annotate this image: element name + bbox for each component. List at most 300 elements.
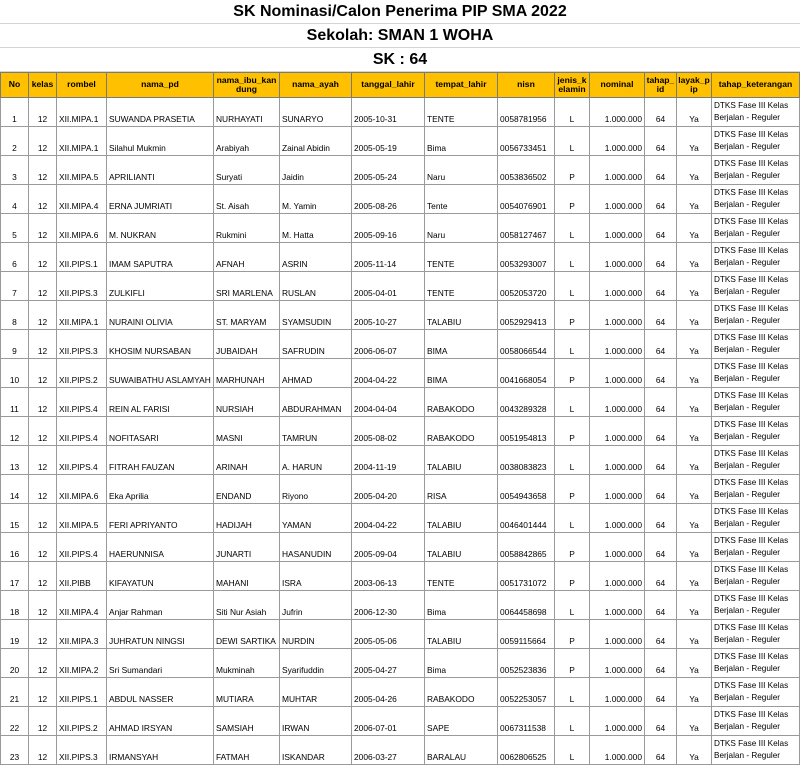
cell-nominal[interactable]: 1.000.000 — [590, 272, 645, 301]
column-header-nama-pd[interactable]: nama_pd — [107, 73, 214, 98]
cell-kelas[interactable]: 12 — [29, 243, 57, 272]
cell-jenis-kelamin[interactable]: P — [555, 533, 590, 562]
cell-tahap-id[interactable]: 64 — [645, 156, 677, 185]
cell-tahap-keterangan[interactable]: DTKS Fase III Kelas Berjalan - Reguler — [712, 185, 800, 214]
cell-nama-pd[interactable]: ERNA JUMRIATI — [107, 185, 214, 214]
cell-nisn[interactable]: 0067311538 — [498, 707, 555, 736]
cell-rombel[interactable]: XII.MIPA.1 — [57, 98, 107, 127]
cell-nama-ibu-kandung[interactable]: MARHUNAH — [214, 359, 280, 388]
cell-kelas[interactable]: 12 — [29, 388, 57, 417]
cell-layak-pip[interactable]: Ya — [677, 98, 712, 127]
cell-nisn[interactable]: 0053293007 — [498, 243, 555, 272]
cell-tanggal-lahir[interactable]: 2005-08-02 — [352, 417, 425, 446]
cell-nama-ibu-kandung[interactable]: NURSIAH — [214, 388, 280, 417]
cell-nama-ayah[interactable]: MUHTAR — [280, 678, 352, 707]
cell-no[interactable]: 7 — [1, 272, 29, 301]
cell-nisn[interactable]: 0054076901 — [498, 185, 555, 214]
cell-nama-ibu-kandung[interactable]: ENDAND — [214, 475, 280, 504]
cell-nama-ibu-kandung[interactable]: St. Aisah — [214, 185, 280, 214]
cell-nominal[interactable]: 1.000.000 — [590, 330, 645, 359]
cell-nama-ibu-kandung[interactable]: Rukmini — [214, 214, 280, 243]
cell-tempat-lahir[interactable]: RABAKODO — [425, 388, 498, 417]
cell-tahap-keterangan[interactable]: DTKS Fase III Kelas Berjalan - Reguler — [712, 330, 800, 359]
column-header-nominal[interactable]: nominal — [590, 73, 645, 98]
cell-nominal[interactable]: 1.000.000 — [590, 388, 645, 417]
cell-nama-ayah[interactable]: Jaidin — [280, 156, 352, 185]
cell-nama-ayah[interactable]: Riyono — [280, 475, 352, 504]
cell-tahap-id[interactable]: 64 — [645, 533, 677, 562]
cell-tanggal-lahir[interactable]: 2004-04-04 — [352, 388, 425, 417]
cell-tahap-keterangan[interactable]: DTKS Fase III Kelas Berjalan - Reguler — [712, 591, 800, 620]
cell-tempat-lahir[interactable]: TENTE — [425, 98, 498, 127]
cell-jenis-kelamin[interactable]: L — [555, 504, 590, 533]
cell-nama-pd[interactable]: REIN AL FARISI — [107, 388, 214, 417]
cell-tahap-keterangan[interactable]: DTKS Fase III Kelas Berjalan - Reguler — [712, 678, 800, 707]
cell-tanggal-lahir[interactable]: 2005-04-20 — [352, 475, 425, 504]
cell-nama-ibu-kandung[interactable]: AFNAH — [214, 243, 280, 272]
cell-jenis-kelamin[interactable]: L — [555, 736, 590, 765]
cell-nama-pd[interactable]: IRMANSYAH — [107, 736, 214, 765]
cell-rombel[interactable]: XII.PIPS.1 — [57, 678, 107, 707]
cell-rombel[interactable]: XII.PIPS.3 — [57, 330, 107, 359]
cell-nominal[interactable]: 1.000.000 — [590, 301, 645, 330]
cell-jenis-kelamin[interactable]: P — [555, 417, 590, 446]
column-header-jenis-kelamin[interactable]: jenis_kelamin — [555, 73, 590, 98]
cell-nama-ibu-kandung[interactable]: ARINAH — [214, 446, 280, 475]
cell-tempat-lahir[interactable]: TALABIU — [425, 446, 498, 475]
cell-tanggal-lahir[interactable]: 2004-04-22 — [352, 359, 425, 388]
cell-tahap-id[interactable]: 64 — [645, 272, 677, 301]
cell-layak-pip[interactable]: Ya — [677, 620, 712, 649]
cell-nisn[interactable]: 0054943658 — [498, 475, 555, 504]
cell-nama-ayah[interactable]: ISRA — [280, 562, 352, 591]
cell-layak-pip[interactable]: Ya — [677, 591, 712, 620]
cell-nama-ibu-kandung[interactable]: HADIJAH — [214, 504, 280, 533]
cell-rombel[interactable]: XII.PIPS.4 — [57, 388, 107, 417]
cell-tanggal-lahir[interactable]: 2003-06-13 — [352, 562, 425, 591]
column-header-nama-ayah[interactable]: nama_ayah — [280, 73, 352, 98]
cell-layak-pip[interactable]: Ya — [677, 649, 712, 678]
cell-tahap-keterangan[interactable]: DTKS Fase III Kelas Berjalan - Reguler — [712, 562, 800, 591]
cell-nominal[interactable]: 1.000.000 — [590, 678, 645, 707]
cell-nama-pd[interactable]: FITRAH FAUZAN — [107, 446, 214, 475]
cell-tempat-lahir[interactable]: BIMA — [425, 330, 498, 359]
cell-nama-pd[interactable]: IMAM SAPUTRA — [107, 243, 214, 272]
cell-tahap-id[interactable]: 64 — [645, 446, 677, 475]
cell-kelas[interactable]: 12 — [29, 330, 57, 359]
column-header-layak-pip[interactable]: layak_pip — [677, 73, 712, 98]
cell-tanggal-lahir[interactable]: 2005-10-27 — [352, 301, 425, 330]
cell-rombel[interactable]: XII.PIPS.4 — [57, 417, 107, 446]
cell-nisn[interactable]: 0052053720 — [498, 272, 555, 301]
cell-layak-pip[interactable]: Ya — [677, 301, 712, 330]
cell-tanggal-lahir[interactable]: 2006-03-27 — [352, 736, 425, 765]
cell-tahap-id[interactable]: 64 — [645, 562, 677, 591]
cell-nama-ibu-kandung[interactable]: ST. MARYAM — [214, 301, 280, 330]
cell-nama-pd[interactable]: FERI APRIYANTO — [107, 504, 214, 533]
cell-kelas[interactable]: 12 — [29, 214, 57, 243]
cell-layak-pip[interactable]: Ya — [677, 156, 712, 185]
cell-rombel[interactable]: XII.MIPA.6 — [57, 475, 107, 504]
cell-nama-ibu-kandung[interactable]: SRI MARLENA — [214, 272, 280, 301]
cell-no[interactable]: 19 — [1, 620, 29, 649]
cell-nama-ayah[interactable]: SYAMSUDIN — [280, 301, 352, 330]
cell-tempat-lahir[interactable]: TENTE — [425, 562, 498, 591]
cell-jenis-kelamin[interactable]: P — [555, 475, 590, 504]
cell-no[interactable]: 1 — [1, 98, 29, 127]
cell-tahap-keterangan[interactable]: DTKS Fase III Kelas Berjalan - Reguler — [712, 736, 800, 765]
cell-no[interactable]: 10 — [1, 359, 29, 388]
cell-no[interactable]: 23 — [1, 736, 29, 765]
cell-jenis-kelamin[interactable]: L — [555, 707, 590, 736]
cell-no[interactable]: 3 — [1, 156, 29, 185]
cell-nama-ayah[interactable]: ISKANDAR — [280, 736, 352, 765]
cell-nama-ibu-kandung[interactable]: MASNI — [214, 417, 280, 446]
cell-nama-ayah[interactable]: Jufrin — [280, 591, 352, 620]
cell-tempat-lahir[interactable]: RABAKODO — [425, 678, 498, 707]
cell-layak-pip[interactable]: Ya — [677, 330, 712, 359]
cell-jenis-kelamin[interactable]: P — [555, 156, 590, 185]
cell-layak-pip[interactable]: Ya — [677, 417, 712, 446]
cell-nisn[interactable]: 0058842865 — [498, 533, 555, 562]
cell-nama-ibu-kandung[interactable]: MUTIARA — [214, 678, 280, 707]
cell-kelas[interactable]: 12 — [29, 475, 57, 504]
cell-nominal[interactable]: 1.000.000 — [590, 243, 645, 272]
cell-nama-ayah[interactable]: A. HARUN — [280, 446, 352, 475]
cell-nisn[interactable]: 0058127467 — [498, 214, 555, 243]
cell-kelas[interactable]: 12 — [29, 417, 57, 446]
cell-nama-ayah[interactable]: IRWAN — [280, 707, 352, 736]
cell-nama-ayah[interactable]: M. Yamin — [280, 185, 352, 214]
cell-nominal[interactable]: 1.000.000 — [590, 156, 645, 185]
cell-tahap-keterangan[interactable]: DTKS Fase III Kelas Berjalan - Reguler — [712, 504, 800, 533]
cell-jenis-kelamin[interactable]: P — [555, 301, 590, 330]
cell-tanggal-lahir[interactable]: 2005-11-14 — [352, 243, 425, 272]
cell-tahap-keterangan[interactable]: DTKS Fase III Kelas Berjalan - Reguler — [712, 620, 800, 649]
cell-rombel[interactable]: XII.PIPS.3 — [57, 736, 107, 765]
cell-nama-ayah[interactable]: HASANUDIN — [280, 533, 352, 562]
cell-tahap-keterangan[interactable]: DTKS Fase III Kelas Berjalan - Reguler — [712, 214, 800, 243]
cell-nama-pd[interactable]: SUWANDA PRASETIA — [107, 98, 214, 127]
cell-tahap-keterangan[interactable]: DTKS Fase III Kelas Berjalan - Reguler — [712, 98, 800, 127]
cell-rombel[interactable]: XII.MIPA.5 — [57, 504, 107, 533]
column-header-rombel[interactable]: rombel — [57, 73, 107, 98]
cell-tanggal-lahir[interactable]: 2005-05-19 — [352, 127, 425, 156]
cell-tanggal-lahir[interactable]: 2004-04-22 — [352, 504, 425, 533]
cell-nisn[interactable]: 0052253057 — [498, 678, 555, 707]
cell-kelas[interactable]: 12 — [29, 620, 57, 649]
cell-tahap-keterangan[interactable]: DTKS Fase III Kelas Berjalan - Reguler — [712, 243, 800, 272]
cell-no[interactable]: 9 — [1, 330, 29, 359]
cell-nama-pd[interactable]: Anjar Rahman — [107, 591, 214, 620]
cell-nominal[interactable]: 1.000.000 — [590, 98, 645, 127]
cell-kelas[interactable]: 12 — [29, 156, 57, 185]
cell-nama-ayah[interactable]: ABDURAHMAN — [280, 388, 352, 417]
cell-nisn[interactable]: 0052929413 — [498, 301, 555, 330]
cell-jenis-kelamin[interactable]: P — [555, 359, 590, 388]
cell-nama-ayah[interactable]: SUNARYO — [280, 98, 352, 127]
column-header-nisn[interactable]: nisn — [498, 73, 555, 98]
cell-nisn[interactable]: 0058066544 — [498, 330, 555, 359]
cell-tahap-id[interactable]: 64 — [645, 620, 677, 649]
cell-nama-pd[interactable]: AHMAD IRSYAN — [107, 707, 214, 736]
cell-tahap-keterangan[interactable]: DTKS Fase III Kelas Berjalan - Reguler — [712, 388, 800, 417]
cell-nama-ibu-kandung[interactable]: JUBAIDAH — [214, 330, 280, 359]
cell-tempat-lahir[interactable]: SAPE — [425, 707, 498, 736]
cell-tanggal-lahir[interactable]: 2006-07-01 — [352, 707, 425, 736]
cell-no[interactable]: 8 — [1, 301, 29, 330]
cell-kelas[interactable]: 12 — [29, 272, 57, 301]
cell-nama-pd[interactable]: NURAINI OLIVIA — [107, 301, 214, 330]
cell-nisn[interactable]: 0056733451 — [498, 127, 555, 156]
cell-nama-pd[interactable]: JUHRATUN NINGSI — [107, 620, 214, 649]
cell-nisn[interactable]: 0043289328 — [498, 388, 555, 417]
column-header-tahap-keterangan[interactable]: tahap_keterangan — [712, 73, 800, 98]
cell-nama-ayah[interactable]: M. Hatta — [280, 214, 352, 243]
cell-layak-pip[interactable]: Ya — [677, 214, 712, 243]
cell-rombel[interactable]: XII.MIPA.2 — [57, 649, 107, 678]
cell-kelas[interactable]: 12 — [29, 127, 57, 156]
cell-nominal[interactable]: 1.000.000 — [590, 214, 645, 243]
cell-nama-ibu-kandung[interactable]: FATMAH — [214, 736, 280, 765]
cell-nisn[interactable]: 0038083823 — [498, 446, 555, 475]
cell-nominal[interactable]: 1.000.000 — [590, 127, 645, 156]
cell-tahap-keterangan[interactable]: DTKS Fase III Kelas Berjalan - Reguler — [712, 301, 800, 330]
cell-kelas[interactable]: 12 — [29, 736, 57, 765]
cell-tahap-id[interactable]: 64 — [645, 388, 677, 417]
cell-rombel[interactable]: XII.PIPS.1 — [57, 243, 107, 272]
cell-tahap-id[interactable]: 64 — [645, 98, 677, 127]
cell-tanggal-lahir[interactable]: 2005-09-04 — [352, 533, 425, 562]
cell-tahap-keterangan[interactable]: DTKS Fase III Kelas Berjalan - Reguler — [712, 533, 800, 562]
cell-kelas[interactable]: 12 — [29, 504, 57, 533]
cell-tempat-lahir[interactable]: Bima — [425, 591, 498, 620]
cell-tahap-keterangan[interactable]: DTKS Fase III Kelas Berjalan - Reguler — [712, 417, 800, 446]
cell-jenis-kelamin[interactable]: L — [555, 591, 590, 620]
cell-nama-pd[interactable]: Sri Sumandari — [107, 649, 214, 678]
cell-layak-pip[interactable]: Ya — [677, 678, 712, 707]
cell-nisn[interactable]: 0052523836 — [498, 649, 555, 678]
cell-no[interactable]: 18 — [1, 591, 29, 620]
cell-tempat-lahir[interactable]: BIMA — [425, 359, 498, 388]
cell-rombel[interactable]: XII.MIPA.4 — [57, 591, 107, 620]
cell-tahap-id[interactable]: 64 — [645, 359, 677, 388]
cell-nominal[interactable]: 1.000.000 — [590, 707, 645, 736]
cell-tanggal-lahir[interactable]: 2006-12-30 — [352, 591, 425, 620]
cell-tempat-lahir[interactable]: RISA — [425, 475, 498, 504]
cell-layak-pip[interactable]: Ya — [677, 243, 712, 272]
cell-no[interactable]: 22 — [1, 707, 29, 736]
cell-no[interactable]: 17 — [1, 562, 29, 591]
column-header-tahap-id[interactable]: tahap_id — [645, 73, 677, 98]
cell-nisn[interactable]: 0051731072 — [498, 562, 555, 591]
cell-tahap-id[interactable]: 64 — [645, 475, 677, 504]
cell-nominal[interactable]: 1.000.000 — [590, 562, 645, 591]
cell-tempat-lahir[interactable]: Bima — [425, 127, 498, 156]
cell-tanggal-lahir[interactable]: 2005-10-31 — [352, 98, 425, 127]
cell-jenis-kelamin[interactable]: L — [555, 388, 590, 417]
cell-nama-ibu-kandung[interactable]: SAMSIAH — [214, 707, 280, 736]
cell-kelas[interactable]: 12 — [29, 533, 57, 562]
cell-nama-pd[interactable]: Eka Aprilia — [107, 475, 214, 504]
cell-nominal[interactable]: 1.000.000 — [590, 620, 645, 649]
cell-nama-ibu-kandung[interactable]: Suryati — [214, 156, 280, 185]
cell-nominal[interactable]: 1.000.000 — [590, 475, 645, 504]
column-header-tanggal-lahir[interactable]: tanggal_lahir — [352, 73, 425, 98]
cell-tempat-lahir[interactable]: Naru — [425, 156, 498, 185]
cell-kelas[interactable]: 12 — [29, 98, 57, 127]
cell-kelas[interactable]: 12 — [29, 359, 57, 388]
cell-layak-pip[interactable]: Ya — [677, 127, 712, 156]
cell-nama-pd[interactable]: KHOSIM NURSABAN — [107, 330, 214, 359]
cell-tahap-id[interactable]: 64 — [645, 330, 677, 359]
cell-rombel[interactable]: XII.PIPS.4 — [57, 446, 107, 475]
cell-nama-pd[interactable]: HAERUNNISA — [107, 533, 214, 562]
column-header-no[interactable]: No — [1, 73, 29, 98]
cell-jenis-kelamin[interactable]: L — [555, 678, 590, 707]
cell-nama-pd[interactable]: KIFAYATUN — [107, 562, 214, 591]
cell-tanggal-lahir[interactable]: 2005-04-27 — [352, 649, 425, 678]
cell-jenis-kelamin[interactable]: L — [555, 330, 590, 359]
cell-tahap-keterangan[interactable]: DTKS Fase III Kelas Berjalan - Reguler — [712, 707, 800, 736]
cell-tempat-lahir[interactable]: TALABIU — [425, 504, 498, 533]
cell-no[interactable]: 6 — [1, 243, 29, 272]
cell-nama-pd[interactable]: M. NUKRAN — [107, 214, 214, 243]
cell-layak-pip[interactable]: Ya — [677, 475, 712, 504]
cell-rombel[interactable]: XII.PIPS.2 — [57, 359, 107, 388]
cell-rombel[interactable]: XII.MIPA.6 — [57, 214, 107, 243]
cell-tahap-id[interactable]: 64 — [645, 678, 677, 707]
cell-nama-ayah[interactable]: SAFRUDIN — [280, 330, 352, 359]
cell-no[interactable]: 12 — [1, 417, 29, 446]
cell-tahap-keterangan[interactable]: DTKS Fase III Kelas Berjalan - Reguler — [712, 475, 800, 504]
cell-rombel[interactable]: XII.MIPA.5 — [57, 156, 107, 185]
cell-tanggal-lahir[interactable]: 2004-11-19 — [352, 446, 425, 475]
cell-nama-ibu-kandung[interactable]: Mukminah — [214, 649, 280, 678]
cell-no[interactable]: 21 — [1, 678, 29, 707]
cell-nisn[interactable]: 0062806525 — [498, 736, 555, 765]
column-header-kelas[interactable]: kelas — [29, 73, 57, 98]
cell-jenis-kelamin[interactable]: L — [555, 446, 590, 475]
cell-jenis-kelamin[interactable]: P — [555, 185, 590, 214]
cell-nama-ayah[interactable]: TAMRUN — [280, 417, 352, 446]
cell-rombel[interactable]: XII.MIPA.4 — [57, 185, 107, 214]
cell-kelas[interactable]: 12 — [29, 649, 57, 678]
cell-nama-ayah[interactable]: YAMAN — [280, 504, 352, 533]
cell-tahap-keterangan[interactable]: DTKS Fase III Kelas Berjalan - Reguler — [712, 446, 800, 475]
cell-kelas[interactable]: 12 — [29, 707, 57, 736]
cell-kelas[interactable]: 12 — [29, 591, 57, 620]
cell-tahap-keterangan[interactable]: DTKS Fase III Kelas Berjalan - Reguler — [712, 156, 800, 185]
cell-tanggal-lahir[interactable]: 2006-06-07 — [352, 330, 425, 359]
cell-nisn[interactable]: 0051954813 — [498, 417, 555, 446]
cell-tahap-id[interactable]: 64 — [645, 417, 677, 446]
cell-rombel[interactable]: XII.PIPS.3 — [57, 272, 107, 301]
cell-layak-pip[interactable]: Ya — [677, 533, 712, 562]
cell-rombel[interactable]: XII.MIPA.1 — [57, 127, 107, 156]
cell-kelas[interactable]: 12 — [29, 301, 57, 330]
cell-tempat-lahir[interactable]: BARALAU — [425, 736, 498, 765]
cell-tahap-keterangan[interactable]: DTKS Fase III Kelas Berjalan - Reguler — [712, 649, 800, 678]
cell-tempat-lahir[interactable]: RABAKODO — [425, 417, 498, 446]
cell-nama-ibu-kandung[interactable]: NURHAYATI — [214, 98, 280, 127]
cell-rombel[interactable]: XII.PIPS.2 — [57, 707, 107, 736]
cell-nominal[interactable]: 1.000.000 — [590, 417, 645, 446]
cell-tanggal-lahir[interactable]: 2005-04-01 — [352, 272, 425, 301]
cell-nominal[interactable]: 1.000.000 — [590, 649, 645, 678]
cell-nama-ibu-kandung[interactable]: Siti Nur Asiah — [214, 591, 280, 620]
cell-tempat-lahir[interactable]: TALABIU — [425, 533, 498, 562]
cell-tahap-id[interactable]: 64 — [645, 301, 677, 330]
cell-layak-pip[interactable]: Ya — [677, 272, 712, 301]
cell-tahap-keterangan[interactable]: DTKS Fase III Kelas Berjalan - Reguler — [712, 272, 800, 301]
cell-nama-ayah[interactable]: ASRIN — [280, 243, 352, 272]
cell-tahap-id[interactable]: 64 — [645, 127, 677, 156]
cell-jenis-kelamin[interactable]: P — [555, 620, 590, 649]
cell-rombel[interactable]: XII.PIBB — [57, 562, 107, 591]
cell-layak-pip[interactable]: Ya — [677, 388, 712, 417]
cell-nominal[interactable]: 1.000.000 — [590, 185, 645, 214]
cell-nama-ibu-kandung[interactable]: MAHANI — [214, 562, 280, 591]
cell-layak-pip[interactable]: Ya — [677, 504, 712, 533]
cell-tempat-lahir[interactable]: TALABIU — [425, 301, 498, 330]
cell-tempat-lahir[interactable]: TALABIU — [425, 620, 498, 649]
cell-layak-pip[interactable]: Ya — [677, 359, 712, 388]
cell-nominal[interactable]: 1.000.000 — [590, 533, 645, 562]
cell-nisn[interactable]: 0046401444 — [498, 504, 555, 533]
cell-nominal[interactable]: 1.000.000 — [590, 446, 645, 475]
cell-nama-pd[interactable]: SUWAIBATHU ASLAMYAH — [107, 359, 214, 388]
cell-nama-pd[interactable]: ZULKIFLI — [107, 272, 214, 301]
cell-no[interactable]: 16 — [1, 533, 29, 562]
column-header-nama-ibu-kandung[interactable]: nama_ibu_kandung — [214, 73, 280, 98]
cell-tempat-lahir[interactable]: Bima — [425, 649, 498, 678]
cell-jenis-kelamin[interactable]: P — [555, 562, 590, 591]
cell-tempat-lahir[interactable]: Naru — [425, 214, 498, 243]
cell-layak-pip[interactable]: Ya — [677, 185, 712, 214]
cell-no[interactable]: 4 — [1, 185, 29, 214]
cell-nominal[interactable]: 1.000.000 — [590, 736, 645, 765]
cell-tahap-id[interactable]: 64 — [645, 707, 677, 736]
cell-nama-pd[interactable]: ABDUL NASSER — [107, 678, 214, 707]
cell-tahap-id[interactable]: 64 — [645, 504, 677, 533]
cell-no[interactable]: 14 — [1, 475, 29, 504]
cell-nama-ayah[interactable]: AHMAD — [280, 359, 352, 388]
cell-layak-pip[interactable]: Ya — [677, 446, 712, 475]
cell-nama-pd[interactable]: NOFITASARI — [107, 417, 214, 446]
cell-tempat-lahir[interactable]: TENTE — [425, 272, 498, 301]
cell-nama-pd[interactable]: Silahul Mukmin — [107, 127, 214, 156]
cell-nominal[interactable]: 1.000.000 — [590, 504, 645, 533]
cell-nisn[interactable]: 0058781956 — [498, 98, 555, 127]
cell-jenis-kelamin[interactable]: L — [555, 272, 590, 301]
cell-nisn[interactable]: 0053836502 — [498, 156, 555, 185]
cell-tahap-id[interactable]: 64 — [645, 214, 677, 243]
cell-layak-pip[interactable]: Ya — [677, 562, 712, 591]
cell-tahap-id[interactable]: 64 — [645, 243, 677, 272]
cell-jenis-kelamin[interactable]: L — [555, 243, 590, 272]
cell-kelas[interactable]: 12 — [29, 185, 57, 214]
cell-nominal[interactable]: 1.000.000 — [590, 359, 645, 388]
cell-no[interactable]: 11 — [1, 388, 29, 417]
cell-tanggal-lahir[interactable]: 2005-09-16 — [352, 214, 425, 243]
cell-tanggal-lahir[interactable]: 2005-05-06 — [352, 620, 425, 649]
cell-tahap-keterangan[interactable]: DTKS Fase III Kelas Berjalan - Reguler — [712, 127, 800, 156]
cell-jenis-kelamin[interactable]: L — [555, 127, 590, 156]
cell-rombel[interactable]: XII.MIPA.3 — [57, 620, 107, 649]
cell-nisn[interactable]: 0041668054 — [498, 359, 555, 388]
cell-layak-pip[interactable]: Ya — [677, 736, 712, 765]
